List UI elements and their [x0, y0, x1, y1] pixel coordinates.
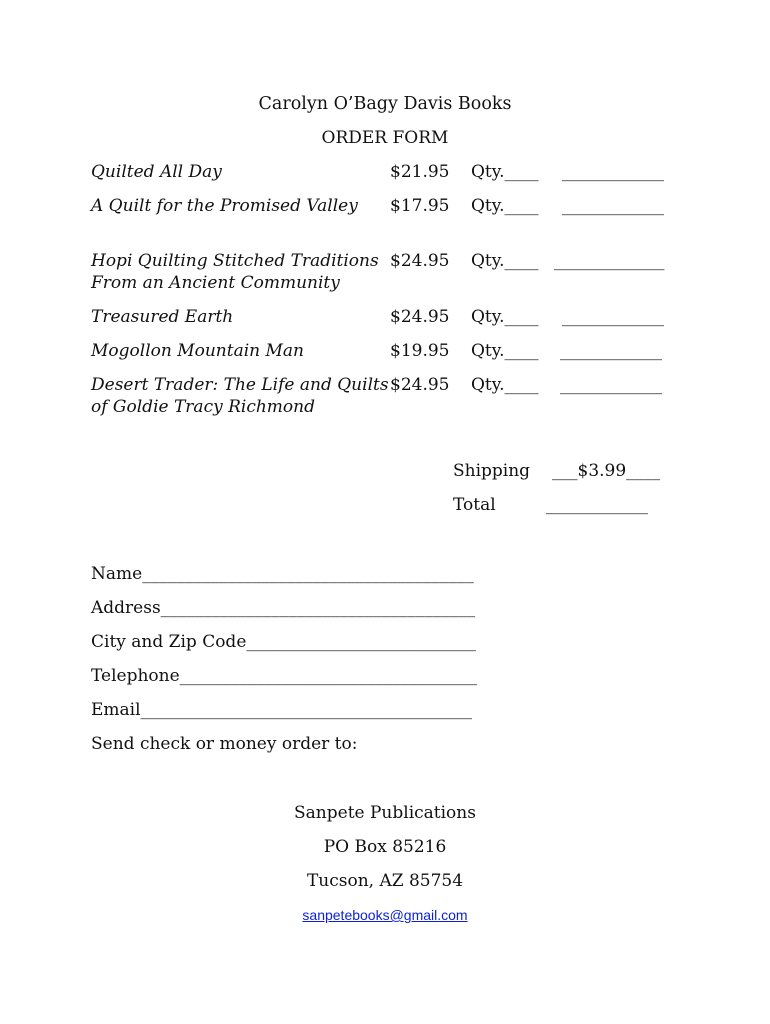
book-title-line-2: of Goldie Tracy Richmond	[91, 397, 315, 417]
telephone-field[interactable]: Telephone___________________________________	[91, 666, 478, 686]
qty-field[interactable]: Qty.____	[471, 162, 539, 182]
book-title: Quilted All Day	[91, 162, 222, 182]
qty-field[interactable]: Qty.____	[471, 251, 539, 271]
book-title: Treasured Earth	[91, 307, 234, 327]
total-label: Total	[453, 495, 496, 515]
order-form-title: ORDER FORM	[321, 128, 449, 148]
email-field[interactable]: Email_______________________________________	[91, 700, 473, 720]
book-title-line-2: From an Ancient Community	[91, 273, 340, 293]
total-field[interactable]: ____________	[546, 495, 648, 515]
amount-field[interactable]: ____________	[562, 307, 664, 327]
qty-field[interactable]: Qty.____	[471, 375, 539, 395]
amount-field[interactable]: ____________	[560, 375, 662, 395]
qty-field[interactable]: Qty.____	[471, 196, 539, 216]
shipping-label: Shipping	[453, 461, 531, 481]
address-field[interactable]: Address_____________________________________	[91, 598, 476, 618]
amount-field[interactable]: ____________	[560, 341, 662, 361]
publisher-title: Carolyn O’Bagy Davis Books	[258, 94, 512, 114]
amount-field[interactable]: ____________	[562, 162, 664, 182]
book-price: $24.95	[390, 375, 450, 395]
qty-field[interactable]: Qty.____	[471, 341, 539, 361]
amount-field[interactable]: ____________	[562, 196, 664, 216]
city-state-zip: Tucson, AZ 85754	[306, 871, 464, 891]
book-title: A Quilt for the Promised Valley	[91, 196, 358, 216]
book-price: $21.95	[390, 162, 450, 182]
book-price: $24.95	[390, 251, 450, 271]
send-to-label: Send check or money order to:	[91, 734, 358, 754]
amount-field[interactable]: _____________	[554, 251, 665, 271]
email-link[interactable]: sanpetebooks@gmail.com	[302, 907, 468, 923]
shipping-value: ___$3.99____	[552, 461, 661, 481]
book-title: Mogollon Mountain Man	[91, 341, 305, 361]
city-zip-field[interactable]: City and Zip Code___________________________	[91, 632, 476, 652]
book-title: Hopi Quilting Stitched Traditions	[91, 251, 379, 271]
book-price: $24.95	[390, 307, 450, 327]
book-price: $19.95	[390, 341, 450, 361]
company-name: Sanpete Publications	[294, 803, 476, 823]
book-price: $17.95	[390, 196, 450, 216]
name-field[interactable]: Name_______________________________________	[91, 564, 474, 584]
po-box: PO Box 85216	[323, 837, 447, 857]
qty-field[interactable]: Qty.____	[471, 307, 539, 327]
book-title: Desert Trader: The Life and Quilts	[91, 375, 389, 395]
